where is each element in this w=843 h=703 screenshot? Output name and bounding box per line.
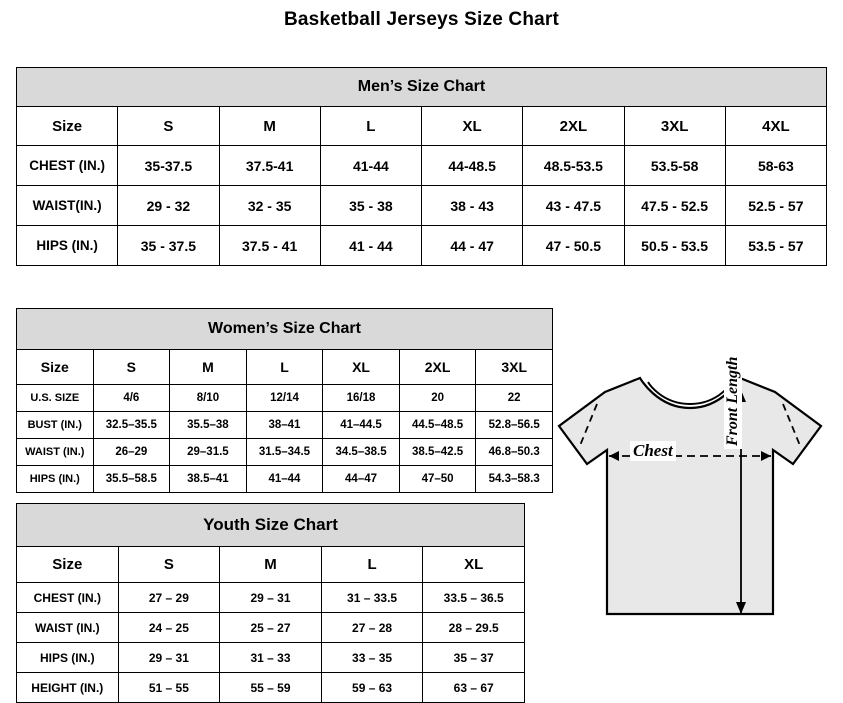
column-header-size: Size: [17, 350, 94, 385]
womens-size-table: [16, 308, 553, 493]
jersey-diagram: [545, 364, 835, 674]
cell: 31 – 33: [220, 643, 322, 673]
cell: 52.8–56.5: [476, 412, 553, 439]
cell: 48.5-53.5: [523, 146, 624, 186]
row-label: U.S. SIZE: [17, 385, 94, 412]
table-header-band: [17, 504, 525, 547]
table-header-band: [17, 68, 827, 107]
table-row: [17, 412, 553, 439]
cell: 37.5-41: [219, 146, 320, 186]
column-header-l: L: [246, 350, 323, 385]
table-row-header: [17, 547, 525, 583]
column-header-2xl: 2XL: [523, 107, 624, 146]
row-label: BUST (IN.): [17, 412, 94, 439]
column-header-3xl: 3XL: [476, 350, 553, 385]
table-row: [17, 673, 525, 703]
cell: 33.5 – 36.5: [423, 583, 525, 613]
column-header-xl: XL: [422, 107, 523, 146]
cell: 47–50: [399, 466, 476, 493]
table-header-band: [17, 309, 553, 350]
cell: 55 – 59: [220, 673, 322, 703]
row-label: HEIGHT (IN.): [17, 673, 119, 703]
column-header-xl: XL: [323, 350, 400, 385]
cell: 32.5–35.5: [93, 412, 170, 439]
cell: 37.5 - 41: [219, 226, 320, 266]
cell: 46.8–50.3: [476, 439, 553, 466]
cell: 58-63: [725, 146, 826, 186]
cell: 8/10: [170, 385, 247, 412]
column-header-size: Size: [17, 547, 119, 583]
cell: 35 - 37.5: [118, 226, 219, 266]
cell: 29 – 31: [118, 643, 220, 673]
cell: 35 – 37: [423, 643, 525, 673]
table-row: [17, 186, 827, 226]
cell: 63 – 67: [423, 673, 525, 703]
column-header-4xl: 4XL: [725, 107, 826, 146]
cell: 4/6: [93, 385, 170, 412]
column-header-s: S: [93, 350, 170, 385]
column-header-size: Size: [17, 107, 118, 146]
column-header-3xl: 3XL: [624, 107, 725, 146]
table-row: [17, 439, 553, 466]
cell: 35 - 38: [320, 186, 421, 226]
cell: 52.5 - 57: [725, 186, 826, 226]
table-row: [17, 583, 525, 613]
cell: 41-44: [320, 146, 421, 186]
mens-size-table: [16, 67, 827, 266]
cell: 32 - 35: [219, 186, 320, 226]
youth-size-chart-section: [16, 503, 525, 703]
column-header-m: M: [220, 547, 322, 583]
table-row: [17, 466, 553, 493]
table-row: [17, 146, 827, 186]
womens-heading: Women’s Size Chart: [17, 309, 553, 350]
row-label: CHEST (IN.): [17, 583, 119, 613]
cell: 12/14: [246, 385, 323, 412]
row-label: WAIST (IN.): [17, 613, 119, 643]
cell: 24 – 25: [118, 613, 220, 643]
row-label: HIPS (IN.): [17, 226, 118, 266]
cell: 20: [399, 385, 476, 412]
table-row: [17, 226, 827, 266]
row-label: CHEST (IN.): [17, 146, 118, 186]
cell: 35.5–58.5: [93, 466, 170, 493]
cell: 50.5 - 53.5: [624, 226, 725, 266]
jersey-illustration-svg: [545, 364, 835, 674]
column-header-m: M: [219, 107, 320, 146]
table-row-header: [17, 107, 827, 146]
cell: 29 – 31: [220, 583, 322, 613]
cell: 27 – 29: [118, 583, 220, 613]
cell: 53.5 - 57: [725, 226, 826, 266]
cell: 29–31.5: [170, 439, 247, 466]
cell: 31.5–34.5: [246, 439, 323, 466]
front-length-label: Front Length: [724, 354, 742, 449]
column-header-m: M: [170, 350, 247, 385]
table-row-header: [17, 350, 553, 385]
cell: 47.5 - 52.5: [624, 186, 725, 226]
cell: 33 – 35: [321, 643, 423, 673]
cell: 53.5-58: [624, 146, 725, 186]
youth-size-table: [16, 503, 525, 703]
cell: 41 - 44: [320, 226, 421, 266]
table-row: [17, 385, 553, 412]
cell: 34.5–38.5: [323, 439, 400, 466]
column-header-2xl: 2XL: [399, 350, 476, 385]
jersey-outline: [559, 378, 821, 614]
womens-size-chart-section: [16, 308, 553, 493]
cell: 27 – 28: [321, 613, 423, 643]
cell: 41–44.5: [323, 412, 400, 439]
chest-label: Chest: [630, 441, 676, 461]
column-header-l: L: [320, 107, 421, 146]
column-header-s: S: [118, 547, 220, 583]
youth-heading: Youth Size Chart: [17, 504, 525, 547]
mens-heading: Men’s Size Chart: [17, 68, 827, 107]
cell: 41–44: [246, 466, 323, 493]
cell: 29 - 32: [118, 186, 219, 226]
column-header-xl: XL: [423, 547, 525, 583]
cell: 38 - 43: [422, 186, 523, 226]
cell: 38.5–41: [170, 466, 247, 493]
cell: 43 - 47.5: [523, 186, 624, 226]
cell: 44 - 47: [422, 226, 523, 266]
cell: 44-48.5: [422, 146, 523, 186]
cell: 44–47: [323, 466, 400, 493]
cell: 22: [476, 385, 553, 412]
cell: 28 – 29.5: [423, 613, 525, 643]
table-row: [17, 643, 525, 673]
row-label: WAIST (IN.): [17, 439, 94, 466]
mens-size-chart-section: [16, 67, 827, 266]
table-row: [17, 613, 525, 643]
cell: 54.3–58.3: [476, 466, 553, 493]
cell: 16/18: [323, 385, 400, 412]
cell: 38–41: [246, 412, 323, 439]
cell: 59 – 63: [321, 673, 423, 703]
cell: 26–29: [93, 439, 170, 466]
cell: 51 – 55: [118, 673, 220, 703]
cell: 25 – 27: [220, 613, 322, 643]
cell: 38.5–42.5: [399, 439, 476, 466]
page-title: Basketball Jerseys Size Chart: [283, 9, 560, 30]
cell: 35-37.5: [118, 146, 219, 186]
row-label: WAIST(IN.): [17, 186, 118, 226]
column-header-l: L: [321, 547, 423, 583]
row-label: HIPS (IN.): [17, 466, 94, 493]
column-header-s: S: [118, 107, 219, 146]
cell: 47 - 50.5: [523, 226, 624, 266]
cell: 44.5–48.5: [399, 412, 476, 439]
cell: 35.5–38: [170, 412, 247, 439]
cell: 31 – 33.5: [321, 583, 423, 613]
row-label: HIPS (IN.): [17, 643, 119, 673]
